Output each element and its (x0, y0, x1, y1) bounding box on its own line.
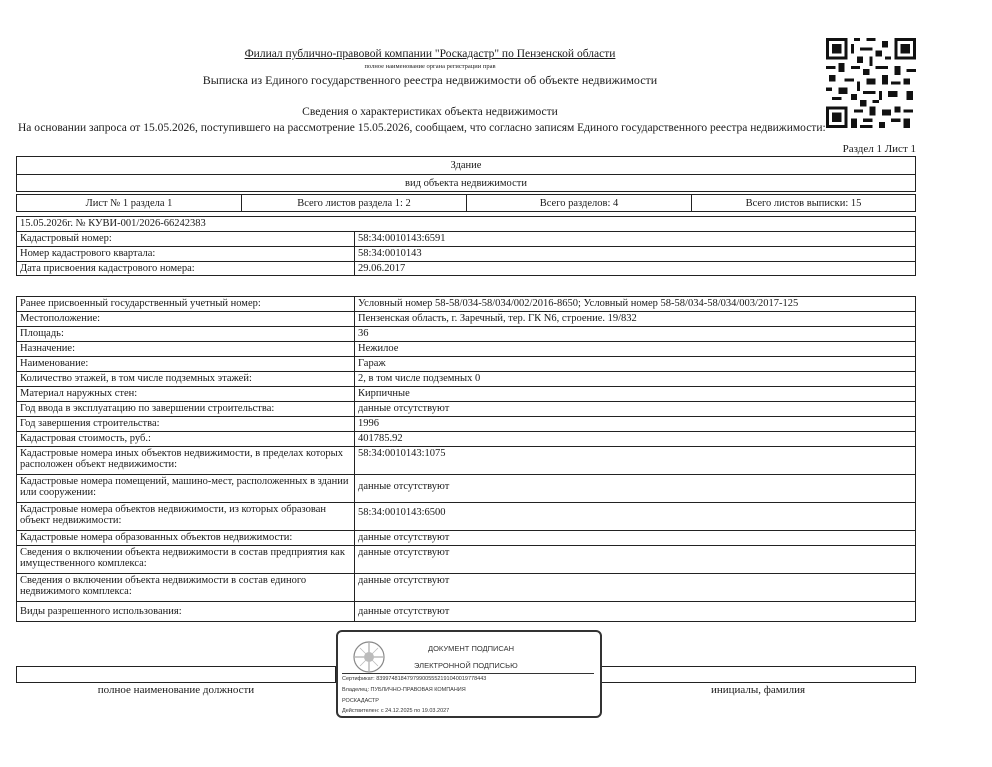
row-value: 1996 (358, 418, 379, 429)
table-row (17, 297, 915, 312)
row-value: 2, в том числе подземных 0 (358, 373, 481, 384)
row-value: 58:34:0010143 (358, 248, 422, 259)
request-date-number: 15.05.2026г. № КУВИ-001/2026-66242383 (20, 218, 206, 229)
row-label: Кадастровая стоимость, руб.: (17, 432, 355, 446)
row-value: Нежилое (358, 343, 399, 354)
row-label: Количество этажей, в том числе подземных этажей: (17, 372, 355, 386)
row-value: данные отсутствуют (358, 606, 450, 617)
stamp-validity: Действителен: с 24.12.2025 по 19.03.2027 (342, 708, 450, 714)
table-row (17, 262, 915, 276)
organization-caption: полное наименование органа регистрации прав (364, 63, 496, 70)
electronic-signature-stamp (336, 630, 602, 718)
row-value: данные отсутствуют (358, 575, 450, 586)
table-row (17, 447, 915, 475)
cadastral-info-table (16, 216, 916, 276)
row-value: 36 (358, 328, 369, 339)
row-label: Наименование: (17, 357, 355, 371)
table-row (17, 503, 915, 531)
row-value: 401785.92 (358, 433, 403, 444)
stamp-title-1: ДОКУМЕНТ ПОДПИСАН (428, 644, 515, 653)
table-row (17, 342, 915, 357)
position-caption: полное наименование должности (16, 682, 336, 696)
table-row (17, 546, 915, 574)
row-value: Условный номер 58-58/034-58/034/002/2016-8650; Условный номер 58-58/034-58/034/003/2017-125 (358, 298, 799, 309)
table-row (17, 432, 915, 447)
table-row (17, 402, 915, 417)
object-kind-caption: вид объекта недвижимости (405, 178, 527, 189)
table-row (17, 387, 915, 402)
organization-name: Филиал публично-правовой компании "Роскадастр" по Пензенской области (244, 48, 616, 60)
table-row (17, 417, 915, 432)
row-value: 58:34:0010143:6500 (358, 507, 446, 518)
table-row (17, 357, 915, 372)
row-label: Кадастровый номер: (17, 232, 355, 246)
table-row (17, 602, 915, 621)
stamp-title-2: ЭЛЕКТРОННОЙ ПОДПИСЬЮ (414, 661, 518, 670)
table-row (17, 232, 915, 247)
request-basis-text: На основании запроса от 15.05.2026, поступившего на рассмотрение 15.05.2026, сообщаем, что согласно записям Единого государственного реестра недвижимости: (18, 122, 826, 134)
section-sheet-label: Раздел 1 Лист 1 (842, 143, 916, 155)
row-label: Год завершения строительства: (17, 417, 355, 431)
row-label: Сведения о включении объекта недвижимости в состав единого недвижимого комплекса: (17, 574, 355, 601)
document-title: Выписка из Единого государственного реестра недвижимости об объекте недвижимости (202, 73, 658, 87)
table-row (17, 312, 915, 327)
row-value: данные отсутствуют (358, 403, 450, 414)
table-row (17, 327, 915, 342)
row-label: Кадастровые номера объектов недвижимости, из которых образован объект недвижимости: (17, 503, 355, 530)
row-label: Номер кадастрового квартала: (17, 247, 355, 261)
section-count: Всего разделов: 4 (467, 195, 692, 212)
row-value: данные отсутствуют (358, 532, 450, 543)
sheets-info-row (16, 194, 916, 212)
row-value: 29.06.2017 (358, 263, 406, 274)
row-value: данные отсутствуют (358, 547, 450, 558)
row-value: 58:34:0010143:6591 (358, 233, 446, 244)
row-label: Дата присвоения кадастрового номера: (17, 262, 355, 276)
row-value: Гараж (358, 358, 386, 369)
row-label: Назначение: (17, 342, 355, 356)
object-kind: Здание (450, 160, 482, 171)
section-sheet-count: Всего листов раздела 1: 2 (242, 195, 467, 212)
row-label: Ранее присвоенный государственный учетный номер: (17, 297, 355, 311)
row-label: Кадастровые номера помещений, машино-мест, расположенных в здании или сооружении: (17, 475, 355, 502)
table-row (17, 247, 915, 262)
row-value: 58:34:0010143:1075 (358, 448, 446, 459)
object-type-box (16, 156, 916, 192)
row-label: Год ввода в эксплуатацию по завершении строительства: (17, 402, 355, 416)
table-row (17, 372, 915, 387)
table-row (17, 574, 915, 602)
stamp-owner: Владелец: ПУБЛИЧНО-ПРАВОВАЯ КОМПАНИЯ (342, 687, 466, 693)
name-caption: инициалы, фамилия (600, 682, 916, 696)
row-value: Кирпичные (358, 388, 410, 399)
stamp-divider (342, 673, 594, 674)
row-label: Местоположение: (17, 312, 355, 326)
row-label: Площадь: (17, 327, 355, 341)
row-label: Виды разрешенного использования: (17, 602, 355, 621)
name-field (600, 666, 916, 682)
stamp-owner-name: РОСКАДАСТР (342, 698, 379, 704)
position-field (16, 666, 336, 682)
object-details-table (16, 296, 916, 622)
row-value: данные отсутствуют (358, 481, 450, 492)
row-label: Кадастровые номера образованных объектов недвижимости: (17, 531, 355, 545)
sheet-number: Лист № 1 раздела 1 (17, 195, 242, 212)
emblem-icon (352, 640, 386, 674)
row-label: Материал наружных стен: (17, 387, 355, 401)
qr-code-icon (826, 38, 916, 128)
row-label: Сведения о включении объекта недвижимости в состав предприятия как имущественного комплекса: (17, 546, 355, 573)
stamp-certificate: Сертификат: 839974818479799005552191040019778443 (342, 676, 487, 682)
extract-sheet-count: Всего листов выписки: 15 (745, 198, 862, 209)
row-label: Кадастровые номера иных объектов недвижимости, в пределах которых расположен объект недвижимости: (17, 447, 355, 474)
document-subtitle: Сведения о характеристиках объекта недвижимости (302, 106, 558, 118)
table-row (17, 531, 915, 546)
row-value: Пензенская область, г. Заречный, тер. ГК N6, строение. 19/832 (358, 313, 637, 324)
table-row (17, 475, 915, 503)
